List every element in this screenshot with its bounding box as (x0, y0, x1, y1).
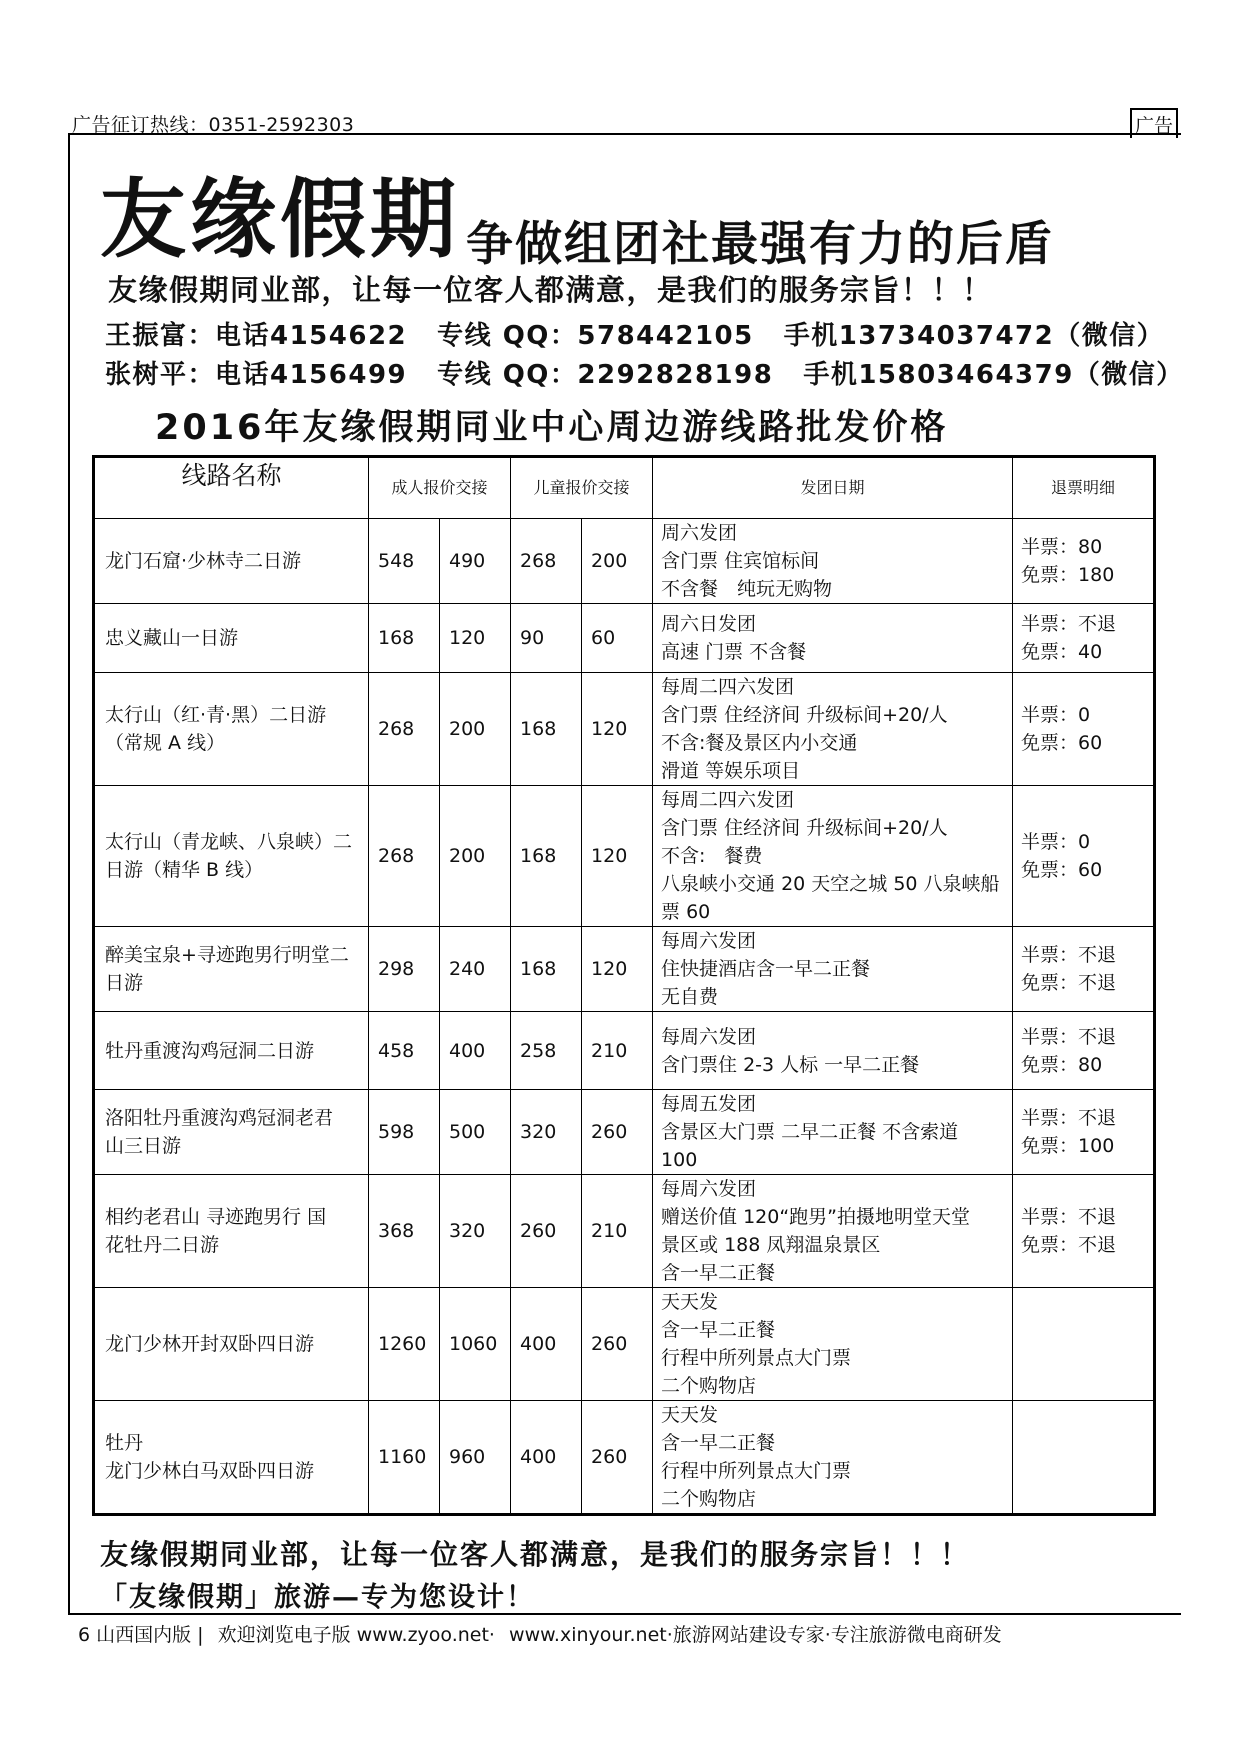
cell-route-line: （常规 A 线） (105, 732, 226, 754)
cell-schedule-line: 含门票 住宾馆标间 (661, 550, 820, 572)
cell-route-line: 忠义藏山一日游 (105, 627, 239, 649)
cell-schedule-line: 含门票 住经济间 升级标间+20/人 (661, 704, 948, 726)
cell-schedule-line: 无自费 (661, 986, 719, 1008)
cell-adult-handover: 240 (440, 927, 511, 1012)
cell-adult-quote: 1160 (369, 1401, 440, 1515)
cell-child-handover: 120 (582, 673, 653, 786)
cell-schedule (653, 604, 1013, 673)
cell-route (94, 1012, 369, 1090)
contact-qq: 专线 QQ：2292828198 (437, 360, 774, 390)
cell-schedule-line: 滑道 等娱乐项目 (661, 760, 801, 782)
cell-refund (1013, 927, 1155, 1012)
cell-schedule (653, 1401, 1013, 1515)
footer-page: 6 山西国内版 | (78, 1624, 204, 1646)
cell-refund (1013, 604, 1155, 673)
cell-refund (1013, 1090, 1155, 1175)
cell-refund (1013, 786, 1155, 927)
cell-schedule-line: 含门票 住经济间 升级标间+20/人 (661, 817, 948, 839)
cell-route-line: 相约老君山 寻迹跑男行 国 (105, 1206, 327, 1228)
cell-child-quote: 168 (511, 673, 582, 786)
cell-adult-handover: 320 (440, 1175, 511, 1288)
cell-route-line: 花牡丹二日游 (105, 1234, 220, 1256)
service-motto-top: 友缘假期同业部，让每一位客人都满意，是我们的服务宗旨！！！ (108, 273, 993, 307)
section-label: 广告 (1130, 108, 1178, 138)
cell-route (94, 1401, 369, 1515)
cell-schedule-line: 每周二四六发团 (661, 789, 795, 811)
cell-schedule (653, 786, 1013, 927)
cell-adult-quote: 458 (369, 1012, 440, 1090)
brand-name: 友缘假期 (100, 170, 460, 270)
brand-banner (100, 150, 1054, 274)
cell-refund-line: 半票：0 (1021, 704, 1091, 726)
cell-refund (1013, 1288, 1155, 1401)
cell-child-quote: 168 (511, 786, 582, 927)
cell-refund-line: 免票：不退 (1021, 972, 1117, 994)
cell-child-quote: 320 (511, 1090, 582, 1175)
cell-route-line: 山三日游 (105, 1135, 182, 1157)
cell-adult-handover: 200 (440, 786, 511, 927)
table-row (94, 927, 1155, 1012)
cell-child-quote: 168 (511, 927, 582, 1012)
cell-refund (1013, 1012, 1155, 1090)
cell-route (94, 786, 369, 927)
contact-mobile: 手机13734037472（微信） (783, 321, 1165, 351)
cell-adult-quote: 548 (369, 519, 440, 604)
contact-mobile: 手机15803464379（微信） (803, 360, 1184, 390)
table-row (94, 1012, 1155, 1090)
contact-name-phone: 王振富：电话4154622 (105, 321, 408, 351)
cell-route-line: 龙门少林开封双卧四日游 (105, 1333, 315, 1355)
cell-refund-line: 半票：不退 (1021, 944, 1117, 966)
contact-line (105, 354, 1214, 391)
cell-schedule-line: 含一早二正餐 (661, 1319, 776, 1341)
cell-child-handover: 120 (582, 927, 653, 1012)
cell-route (94, 673, 369, 786)
table-row (94, 1090, 1155, 1175)
cell-schedule-line: 每周五发团 (661, 1093, 757, 1115)
cell-schedule-line: 八泉峡小交通 20 天空之城 50 八泉峡船 (661, 873, 1000, 895)
cell-schedule-line: 二个购物店 (661, 1375, 757, 1397)
cell-schedule-line: 天天发 (661, 1291, 719, 1313)
cell-route-line: 日游（精华 B 线） (105, 859, 264, 881)
cell-schedule (653, 1288, 1013, 1401)
cell-adult-quote: 368 (369, 1175, 440, 1288)
cell-schedule-line: 含一早二正餐 (661, 1262, 776, 1284)
cell-route-line: 牡丹 (105, 1432, 144, 1454)
cell-refund-line: 免票：80 (1021, 1053, 1103, 1076)
cell-schedule-line: 每周六发团 (661, 930, 757, 952)
cell-child-handover: 260 (582, 1401, 653, 1515)
cell-schedule-line: 赠送价值 120“跑男”拍摄地明堂天堂 (661, 1206, 971, 1228)
cell-schedule (653, 1175, 1013, 1288)
cell-adult-quote: 268 (369, 786, 440, 927)
cell-adult-handover: 400 (440, 1012, 511, 1090)
cell-route-line: 日游 (105, 972, 144, 994)
table-title: 2016年友缘假期同业中心周边游线路批发价格 (155, 408, 949, 448)
cell-schedule-line: 住快捷酒店含一早二正餐 (661, 958, 871, 980)
footer-site: www.xinyour.net·旅游网站建设专家·专注旅游微电商研发 (509, 1624, 1002, 1646)
cell-refund-line: 半票：80 (1021, 536, 1103, 558)
cell-adult-handover: 200 (440, 673, 511, 786)
table-header-row (94, 457, 1155, 519)
cell-adult-quote: 298 (369, 927, 440, 1012)
cell-adult-handover: 120 (440, 604, 511, 673)
cell-child-handover: 210 (582, 1175, 653, 1288)
cell-route (94, 1090, 369, 1175)
cell-schedule-line: 不含: 餐费 (661, 845, 763, 867)
tagline: 「友缘假期」旅游—专为您设计！ (100, 1582, 535, 1613)
brand-slogan: 争做组团社最强有力的后盾 (466, 217, 1054, 272)
cell-schedule-line: 高速 门票 不含餐 (661, 641, 807, 663)
cell-schedule-line: 100 (661, 1149, 698, 1171)
cell-child-quote: 90 (511, 604, 582, 673)
cell-route (94, 927, 369, 1012)
table-row (94, 604, 1155, 673)
cell-adult-quote: 268 (369, 673, 440, 786)
footer-browse: 欢迎浏览电子版 www.zyoo.net· (217, 1624, 495, 1646)
cell-refund-line: 半票：0 (1021, 831, 1091, 853)
cell-schedule-line: 行程中所列景点大门票 (661, 1347, 852, 1369)
cell-refund-line: 免票：100 (1021, 1135, 1115, 1157)
cell-schedule-line: 每周二四六发团 (661, 676, 795, 698)
contact-name-phone: 张树平：电话4156499 (105, 360, 408, 390)
cell-child-handover: 210 (582, 1012, 653, 1090)
cell-adult-quote: 1260 (369, 1288, 440, 1401)
cell-adult-handover: 960 (440, 1401, 511, 1515)
cell-schedule-line: 不含餐 纯玩无购物 (661, 578, 833, 600)
bottom-divider (68, 1613, 1181, 1615)
cell-refund (1013, 519, 1155, 604)
cell-adult-quote: 168 (369, 604, 440, 673)
cell-adult-quote: 598 (369, 1090, 440, 1175)
cell-refund-line: 免票：60 (1021, 859, 1103, 881)
cell-refund-line: 半票：不退 (1021, 1025, 1117, 1048)
table-row (94, 1175, 1155, 1288)
cell-schedule-line: 景区或 188 凤翔温泉景区 (661, 1234, 881, 1256)
cell-refund-line: 半票：不退 (1021, 1107, 1117, 1129)
left-border (68, 133, 70, 1613)
service-motto-bottom: 友缘假期同业部，让每一位客人都满意，是我们的服务宗旨！！！ (100, 1538, 971, 1571)
top-divider (68, 133, 1181, 135)
cell-refund-line: 免票：60 (1021, 732, 1103, 754)
cell-route-line: 龙门石窟·少林寺二日游 (105, 550, 302, 572)
header-child: 儿童报价交接 (511, 457, 653, 519)
cell-child-quote: 400 (511, 1401, 582, 1515)
cell-refund (1013, 1401, 1155, 1515)
contact-line (105, 315, 1194, 352)
cell-schedule (653, 519, 1013, 604)
cell-route-line: 太行山（青龙峡、八泉峡）二 (105, 831, 353, 853)
cell-schedule (653, 927, 1013, 1012)
cell-route (94, 604, 369, 673)
cell-child-handover: 60 (582, 604, 653, 673)
cell-schedule (653, 673, 1013, 786)
cell-route-line: 醉美宝泉+寻迹跑男行明堂二 (105, 944, 349, 966)
cell-refund-line: 免票：180 (1021, 564, 1115, 586)
cell-route-line: 龙门少林白马双卧四日游 (105, 1460, 315, 1482)
cell-child-handover: 260 (582, 1090, 653, 1175)
cell-adult-handover: 1060 (440, 1288, 511, 1401)
cell-schedule-line: 周六发团 (661, 522, 738, 544)
cell-child-quote: 258 (511, 1012, 582, 1090)
cell-schedule-line: 天天发 (661, 1404, 719, 1426)
cell-refund-line: 免票：不退 (1021, 1234, 1117, 1256)
cell-child-quote: 260 (511, 1175, 582, 1288)
table-row (94, 519, 1155, 604)
cell-schedule-line: 含门票住 2-3 人标 一早二正餐 (661, 1053, 920, 1076)
cell-schedule-line: 二个购物店 (661, 1488, 757, 1510)
cell-schedule-line: 周六日发团 (661, 613, 757, 635)
cell-schedule-line: 含景区大门票 二早二正餐 不含索道 (661, 1121, 959, 1143)
cell-schedule-line: 含一早二正餐 (661, 1432, 776, 1454)
cell-schedule-line: 票 60 (661, 901, 711, 923)
cell-refund-line: 免票：40 (1021, 641, 1103, 663)
header-route: 线路名称 (94, 457, 369, 519)
ad-hotline: 广告征订热线：0351-2592303 (72, 114, 355, 136)
cell-schedule-line: 不含:餐及景区内小交通 (661, 732, 858, 754)
cell-schedule-line: 每周六发团 (661, 1025, 757, 1048)
header-refund: 退票明细 (1013, 457, 1155, 519)
cell-refund-line: 半票：不退 (1021, 1206, 1117, 1228)
table-body (94, 519, 1155, 1515)
cell-refund (1013, 1175, 1155, 1288)
price-table (92, 455, 1156, 1516)
cell-child-handover: 200 (582, 519, 653, 604)
cell-child-handover: 120 (582, 786, 653, 927)
table-row (94, 786, 1155, 927)
footer (78, 1620, 1010, 1647)
cell-child-quote: 400 (511, 1288, 582, 1401)
cell-child-quote: 268 (511, 519, 582, 604)
table-row (94, 673, 1155, 786)
header-schedule: 发团日期 (653, 457, 1013, 519)
cell-schedule (653, 1090, 1013, 1175)
cell-route-line: 洛阳牡丹重渡沟鸡冠洞老君 (105, 1107, 334, 1129)
cell-route (94, 1175, 369, 1288)
contact-qq: 专线 QQ：578442105 (437, 321, 754, 351)
cell-route-line: 太行山（红·青·黑）二日游 (105, 704, 327, 726)
table-row (94, 1288, 1155, 1401)
cell-route (94, 519, 369, 604)
cell-refund (1013, 673, 1155, 786)
cell-route (94, 1288, 369, 1401)
header-adult: 成人报价交接 (369, 457, 511, 519)
cell-adult-handover: 500 (440, 1090, 511, 1175)
cell-schedule-line: 每周六发团 (661, 1178, 757, 1200)
cell-schedule-line: 行程中所列景点大门票 (661, 1460, 852, 1482)
cell-refund-line: 半票：不退 (1021, 613, 1117, 635)
table-row (94, 1401, 1155, 1515)
cell-schedule (653, 1012, 1013, 1090)
cell-child-handover: 260 (582, 1288, 653, 1401)
cell-route-line: 牡丹重渡沟鸡冠洞二日游 (105, 1039, 315, 1062)
cell-adult-handover: 490 (440, 519, 511, 604)
